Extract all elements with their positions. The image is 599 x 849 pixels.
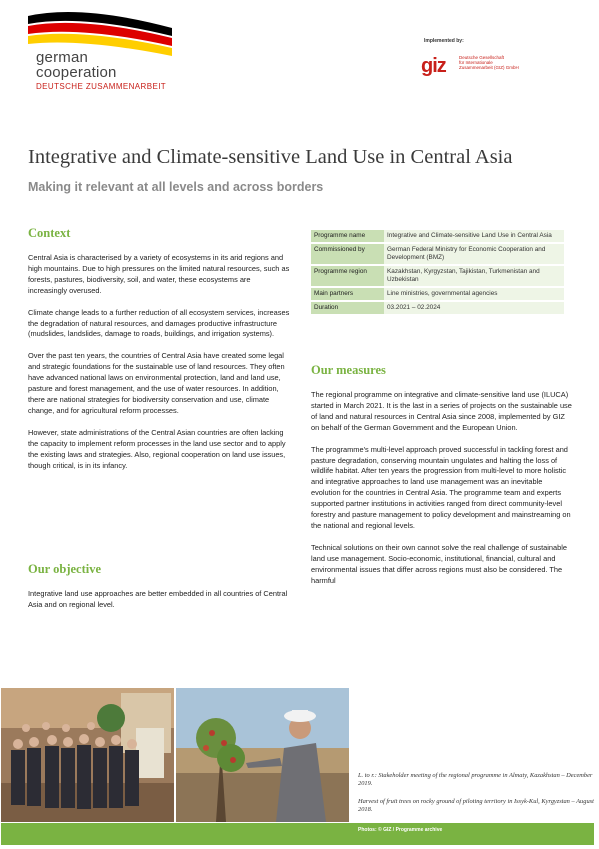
photo-caption: L. to r.: Stakeholder meeting of the regional programme in Almaty, Kazakhstan – December 2019. (358, 772, 593, 788)
logo-text-deutsche-zusammenarbeit: DEUTSCHE ZUSAMMENARBEIT (36, 82, 167, 91)
objective-heading: Our objective (28, 562, 102, 576)
measures-body (311, 390, 573, 587)
footer-bar (1, 823, 594, 845)
objective-paragraph: Integrative land use approaches are better embedded in all countries of Central Asia and on regional level. (28, 589, 288, 609)
measures-paragraph: The programme's multi-level approach proved successful in tackling forest and pasture degradation, conserving mountain ungulates and halting the loss of wildlife habitat. After ten years the progression from multi-level to more holistic and integrative approaches to land use management was an inevitable evolution for the countries in Central Asia. The programme team and experts supported partner institutions in activities ranged from direct community-level forestry and pasture management to policy development and mainstreaming on the national and regional levels. (311, 444, 571, 530)
table-key: Programme region (311, 266, 384, 286)
implemented-by-label: Implemented by: (424, 38, 464, 44)
page-subtitle: Making it relevant at all levels and across borders (28, 180, 324, 194)
measures-paragraph: Technical solutions on their own cannot solve the real challenge of sustainable land use management. Socio-economic, institutional, financial, cultural and environmental issues that differ across regions must also be considered. The harmful (311, 542, 567, 585)
table-row (311, 244, 564, 264)
fruit-harvest-photo (176, 688, 349, 822)
table-row (311, 288, 564, 300)
giz-logo: giz (421, 55, 446, 77)
table-row (311, 230, 564, 242)
measures-paragraph: The regional programme on integrative and climate-sensitive land use (ILUCA) started in March 2021. It is the last in a series of projects on the sustainable use of land and natural resources in Central Asia since 2008, implemented by GIZ on behalf of the German Government and the European Union. (311, 390, 572, 432)
context-paragraph: Climate change leads to a further reduction of all ecosystem services, increases the degradation of natural resources, and damages productive infrastructure (mudslides, landslides, damage to roads, buildings, and irrigation systems). (28, 307, 290, 339)
photo-caption: Harvest of fruit trees on rocky ground of piloting territory in Issyk-Kul, Kyrgyzstan – August 2018. (358, 798, 594, 814)
page-title: Integrative and Climate-sensitive Land Use in Central Asia (28, 146, 513, 168)
fruit-harvest-illustration (176, 688, 349, 822)
table-value: Integrative and Climate-sensitive Land Use in Central Asia (384, 230, 564, 242)
context-paragraph: However, state administrations of the Central Asian countries are often lacking the capacity to implement reform processes in the land use sector and to apply the existing laws and strategies. Also, regional cooperation on land use issues, though critical, is in its infancy. (28, 427, 286, 470)
context-body (28, 253, 290, 471)
table-value: German Federal Ministry for Economic Cooperation and Development (BMZ) (384, 244, 564, 264)
stakeholder-meeting-photo (1, 688, 174, 822)
context-paragraph: Over the past ten years, the countries of Central Asia have created some legal and strategic foundations for the sustainable use of land resources. They often have advanced national laws on environmental protection, land and land use, pasture and forest management, and the use of water resources. In addition, there are national strategies for biodiversity conservation and use, climate change, and for agricultural reform processes. (28, 351, 285, 415)
measures-heading: Our measures (311, 363, 386, 377)
group-photo-illustration (1, 688, 174, 822)
table-value: Kazakhstan, Kyrgyzstan, Tajikistan, Turkmenistan and Uzbekistan (384, 266, 564, 286)
table-row (311, 266, 564, 286)
photo-credit: Photos: © GIZ / Programme archive (358, 827, 443, 833)
logo-text-german: german (36, 49, 89, 66)
table-value: Line ministries, governmental agencies (384, 288, 564, 300)
programme-info-table (311, 228, 564, 316)
table-value: 03.2021 – 02.2024 (384, 302, 564, 314)
context-paragraph: Central Asia is characterised by a variety of ecosystems in its arid regions and high mountains. Due to high pressures on the limited natural resources, such as forests, pastures, biodiversity, soil, and water, these ecosystems are increasingly overused. (28, 253, 290, 295)
table-key: Main partners (311, 288, 384, 300)
logo-text-cooperation: cooperation (36, 64, 117, 81)
table-key: Commissioned by (311, 244, 384, 264)
objective-body (28, 589, 290, 611)
table-key: Programme name (311, 230, 384, 242)
giz-full-name: Deutsche Gesellschaft für Internationale Zusammenarbeit (GIZ) GmbH (459, 55, 519, 71)
table-row (311, 302, 564, 314)
table-key: Duration (311, 302, 384, 314)
context-heading: Context (28, 226, 71, 240)
